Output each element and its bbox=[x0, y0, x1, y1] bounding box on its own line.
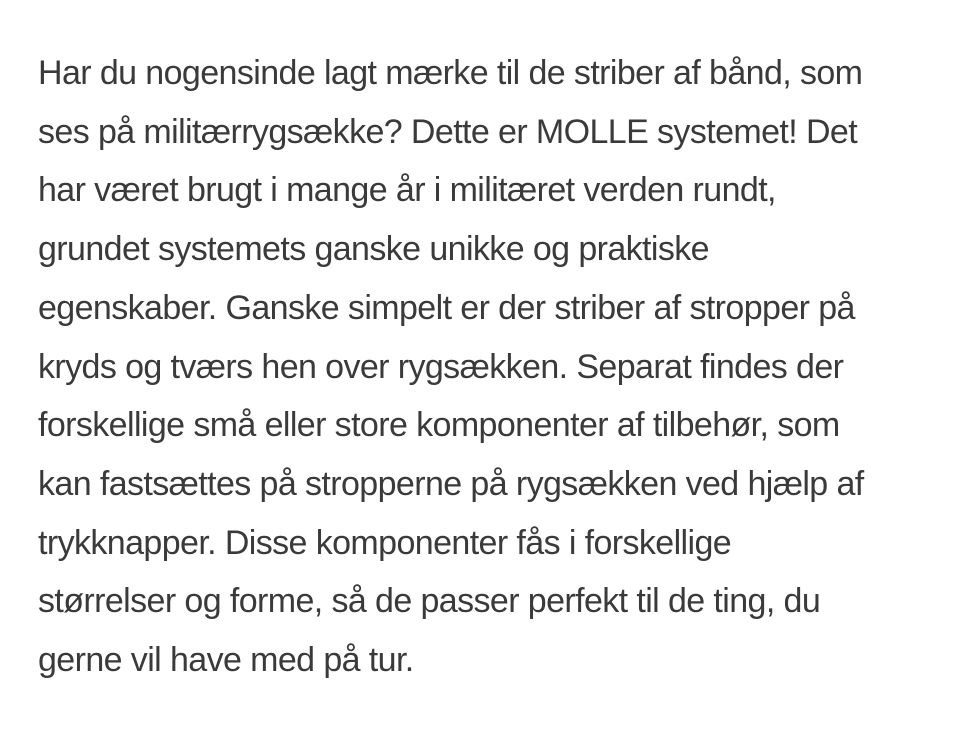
paragraph-line-10: størrelser og forme, så de passer perfekt til de ting, du bbox=[38, 582, 821, 621]
paragraph-line-7: forskellige små eller store komponenter af tilbehør, som bbox=[38, 406, 840, 445]
paragraph-line-9: trykknapper. Disse komponenter fås i forskellige bbox=[38, 523, 732, 562]
paragraph-line-8: kan fastsættes på stropperne på rygsækken ved hjælp af bbox=[38, 464, 864, 503]
paragraph-line-6: kryds og tværs hen over rygsækken. Separat findes der bbox=[38, 347, 844, 386]
article-paragraph bbox=[38, 44, 938, 690]
paragraph-line-1: Har du nogensinde lagt mærke til de striber af bånd, som bbox=[38, 54, 863, 92]
paragraph-line-5: egenskaber. Ganske simpelt er der striber af stropper på bbox=[38, 288, 855, 327]
paragraph-line-3: har været brugt i mange år i militæret verden rundt, bbox=[38, 171, 776, 210]
paragraph-line-2: ses på militærrygsække? Dette er MOLLE systemet! Det bbox=[38, 112, 858, 151]
paragraph-line-11: gerne vil have med på tur. bbox=[38, 641, 414, 680]
paragraph-line-4: grundet systemets ganske unikke og praktiske bbox=[38, 230, 709, 269]
